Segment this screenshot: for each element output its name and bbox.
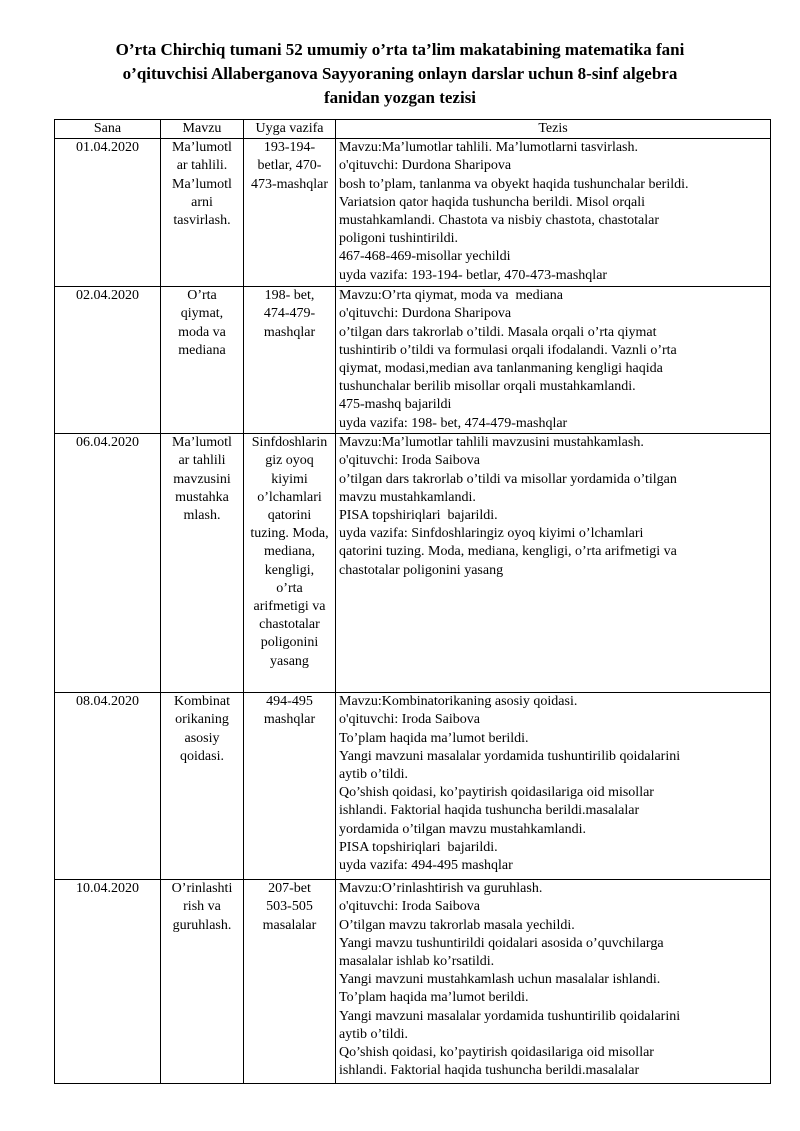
cell-uyga-vazifa — [244, 139, 336, 287]
header-uyga-vazifa: Uyga vazifa — [244, 120, 336, 139]
cell-tezis-line: o'qituvchi: Iroda Saibova — [339, 453, 480, 469]
cell-mavzu-line: O’rta — [187, 288, 217, 304]
title-line-1: O’rta Chirchiq tumani 52 umumiy o’rta ta’lim makatabining matematika fani — [115, 40, 685, 59]
cell-tezis-line: mavzu mustahkamlandi. — [339, 489, 476, 505]
cell-tezis-line: PISA topshiriqlari bajarildi. — [339, 508, 498, 524]
cell-tezis-line: Yangi mavzu tushuntirildi qoidalari asosida o’quvchilarga — [339, 935, 664, 951]
cell-mavzu — [161, 693, 244, 880]
cell-tezis-line: qiymat, modasi,median ava tanlanmaning kengligi haqida — [339, 361, 663, 377]
cell-mavzu-line: guruhlash. — [172, 917, 232, 933]
cell-tezis-line: poligoni tushintirildi. — [339, 231, 459, 247]
cell-tezis-line: 467-468-469-misollar yechildi — [339, 249, 511, 265]
cell-uyga-vazifa-line: kiyimi — [271, 471, 308, 487]
cell-tezis-line: mustahkamlandi. Chastota va nisbiy chastota, chastotalar — [339, 213, 659, 229]
cell-uyga-vazifa — [244, 693, 336, 880]
cell-tezis-line: Mavzu:Ma’lumotlar tahlili mavzusini mustahkamlash. — [339, 435, 644, 451]
cell-tezis-line: uyda vazifa: 193-194- betlar, 470-473-mashqlar — [339, 267, 608, 283]
cell-uyga-vazifa-line: 494-495 — [266, 694, 313, 710]
cell-tezis-line: Mavzu:O’rta qiymat, moda va mediana — [339, 288, 563, 304]
cell-mavzu — [161, 880, 244, 1084]
cell-tezis-line: bosh to’plam, tanlanma va obyekt haqida tushunchalar berildi. — [339, 176, 689, 192]
cell-uyga-vazifa-line: yasang — [270, 653, 309, 669]
cell-mavzu-line: mustahka — [175, 489, 229, 505]
cell-mavzu-line: mavzusini — [173, 471, 231, 487]
cell-tezis-line: uyda vazifa: 198- bet, 474-479-mashqlar — [339, 415, 568, 431]
cell-mavzu-line: ar tahlili. — [176, 158, 228, 174]
cell-uyga-vazifa-line: o’rta — [276, 580, 303, 596]
cell-mavzu — [161, 287, 244, 434]
cell-mavzu-line: Ma’lumotl — [172, 435, 232, 451]
cell-mavzu-line: qoidasi. — [180, 748, 224, 764]
cell-sana: 01.04.2020 — [55, 139, 161, 287]
cell-tezis — [336, 880, 771, 1084]
cell-mavzu-line: ar tahlili — [178, 453, 226, 469]
cell-uyga-vazifa-line: mashqlar — [263, 324, 316, 340]
cell-uyga-vazifa — [244, 880, 336, 1084]
cell-tezis — [336, 139, 771, 287]
cell-uyga-vazifa-line: 198- bet, — [264, 288, 315, 304]
cell-tezis-line: tushunchalar berilib misollar orqali mustahkamlandi. — [339, 379, 636, 395]
title-line-2: o’qituvchisi Allaberganova Sayyoraning onlayn darslar uchun 8-sinf algebra — [122, 64, 678, 83]
cell-tezis-line: Yangi mavzuni masalalar yordamida tushuntirilib qoidalarini — [339, 1008, 681, 1024]
header-tezis: Tezis — [336, 120, 771, 139]
cell-mavzu-line: O’rinlashti — [171, 881, 233, 897]
cell-tezis-line: uyda vazifa: 494-495 mashqlar — [339, 858, 513, 874]
cell-uyga-vazifa-line: 503-505 — [266, 899, 313, 915]
cell-uyga-vazifa-line: arifmetigi va — [253, 599, 326, 615]
cell-tezis-line: Yangi mavzuni mustahkamlash uchun masalalar ishlandi. — [339, 972, 661, 988]
title-line-3: fanidan yozgan tezisi — [323, 88, 477, 107]
cell-tezis-line: ishlandi. Faktorial haqida tushuncha berildi.masalalar — [339, 1063, 640, 1079]
cell-tezis-line: Mavzu:O’rinlashtirish va guruhlash. — [339, 881, 543, 897]
cell-uyga-vazifa-line: mediana, — [264, 544, 315, 560]
cell-tezis-line: Mavzu:Kombinatorikaning asosiy qoidasi. — [339, 694, 578, 710]
cell-tezis-line: uyda vazifa: Sinfdoshlaringiz oyoq kiyimi o’lchamlari — [339, 526, 644, 542]
cell-mavzu-line: qiymat, — [180, 306, 224, 322]
cell-tezis-line: tushintirib o’tildi va formulasi orqali ifodalandi. Vaznli o’rta — [339, 342, 677, 358]
cell-mavzu-line: orikaning — [175, 712, 229, 728]
table-row — [55, 287, 771, 434]
cell-uyga-vazifa-line: qatorini — [267, 508, 312, 524]
cell-sana: 10.04.2020 — [55, 880, 161, 1084]
cell-uyga-vazifa-line: 474-479- — [263, 306, 316, 322]
table-header-row — [55, 120, 771, 139]
cell-tezis-line: chastotalar poligonini yasang — [339, 562, 504, 578]
cell-mavzu-line: Ma’lumotl — [172, 176, 232, 192]
table-row — [55, 139, 771, 287]
cell-mavzu-line: arni — [191, 194, 213, 210]
cell-tezis-line: o'qituvchi: Durdona Sharipova — [339, 306, 512, 322]
cell-tezis-line: yordamida o’tilgan mavzu mustahkamlandi. — [339, 821, 587, 837]
cell-uyga-vazifa-line: 193-194- — [263, 140, 316, 156]
cell-uyga-vazifa-line: o’lchamlari — [257, 489, 322, 505]
cell-mavzu — [161, 139, 244, 287]
cell-tezis-line: aytib o’tildi. — [339, 1026, 408, 1042]
cell-uyga-vazifa-line: chastotalar — [259, 617, 320, 633]
table-row — [55, 434, 771, 693]
cell-tezis-line: Variatsion qator haqida tushuncha berildi. Misol orqali — [339, 194, 645, 210]
cell-tezis-line: Qo’shish qoidasi, ko’paytirish qoidasilariga oid misollar — [339, 785, 654, 801]
cell-uyga-vazifa — [244, 434, 336, 693]
cell-tezis-line: qatorini tuzing. Moda, mediana, kengligi, o’rta arifmetigi va — [339, 544, 677, 560]
header-sana: Sana — [55, 120, 161, 139]
cell-mavzu-line: Ma’lumotl — [172, 140, 232, 156]
cell-sana: 08.04.2020 — [55, 693, 161, 880]
cell-tezis-line: Yangi mavzuni masalalar yordamida tushuntirilib qoidalarini — [339, 748, 681, 764]
cell-tezis-line: o'qituvchi: Durdona Sharipova — [339, 158, 512, 174]
cell-tezis-line: masalalar ishlab ko’rsatildi. — [339, 954, 495, 970]
cell-mavzu-line: Kombinat — [174, 694, 230, 710]
table-row — [55, 880, 771, 1084]
cell-tezis-line: To’plam haqida ma’lumot berildi. — [339, 730, 529, 746]
cell-tezis-line: PISA topshiriqlari bajarildi. — [339, 839, 498, 855]
cell-uyga-vazifa-line: 207-bet — [268, 881, 311, 897]
document-title — [60, 38, 740, 110]
cell-uyga-vazifa-line: Sinfdoshlarin — [251, 435, 328, 451]
cell-tezis-line: o’tilgan dars takrorlab o’tildi. Masala orqali o’rta qiymat — [339, 324, 657, 340]
cell-mavzu-line: mediana — [178, 342, 226, 358]
cell-tezis — [336, 693, 771, 880]
cell-sana: 02.04.2020 — [55, 287, 161, 434]
cell-sana: 06.04.2020 — [55, 434, 161, 693]
cell-uyga-vazifa — [244, 287, 336, 434]
cell-tezis — [336, 434, 771, 693]
cell-mavzu-line: asosiy — [184, 730, 220, 746]
cell-uyga-vazifa-line: tuzing. Moda, — [250, 526, 329, 542]
cell-uyga-vazifa-line: poligonini — [260, 635, 319, 651]
table-row — [55, 693, 771, 880]
cell-mavzu — [161, 434, 244, 693]
cell-tezis — [336, 287, 771, 434]
cell-tezis-line: Qo’shish qoidasi, ko’paytirish qoidasilariga oid misollar — [339, 1045, 654, 1061]
cell-tezis-line: ishlandi. Faktorial haqida tushuncha berildi.masalalar — [339, 803, 640, 819]
cell-mavzu-line: mlash. — [183, 508, 221, 524]
cell-tezis-line: 475-mashq bajarildi — [339, 397, 452, 413]
cell-tezis-line: aytib o’tildi. — [339, 767, 408, 783]
cell-uyga-vazifa-line: masalalar — [262, 917, 317, 933]
cell-uyga-vazifa-line: betlar, 470- — [257, 158, 322, 174]
cell-tezis-line: o’tilgan dars takrorlab o’tildi va misollar yordamida o’tilgan — [339, 471, 677, 487]
cell-tezis-line: o'qituvchi: Iroda Saibova — [339, 712, 480, 728]
table-body — [55, 139, 771, 1084]
cell-tezis-line: To’plam haqida ma’lumot berildi. — [339, 990, 529, 1006]
header-mavzu: Mavzu — [161, 120, 244, 139]
cell-uyga-vazifa-line: giz oyoq — [265, 453, 314, 469]
cell-uyga-vazifa-line: 473-mashqlar — [251, 176, 328, 192]
cell-tezis-line: O’tilgan mavzu takrorlab masala yechildi. — [339, 917, 575, 933]
cell-tezis-line: Mavzu:Ma’lumotlar tahlili. Ma’lumotlarni tasvirlash. — [339, 140, 638, 156]
tezis-table — [54, 119, 771, 1084]
cell-mavzu-line: rish va — [183, 899, 221, 915]
cell-mavzu-line: moda va — [178, 324, 226, 340]
cell-uyga-vazifa-line: mashqlar — [263, 712, 316, 728]
cell-uyga-vazifa-line: kengligi, — [264, 562, 315, 578]
cell-tezis-line: o'qituvchi: Iroda Saibova — [339, 899, 480, 915]
cell-mavzu-line: tasvirlash. — [173, 213, 231, 229]
